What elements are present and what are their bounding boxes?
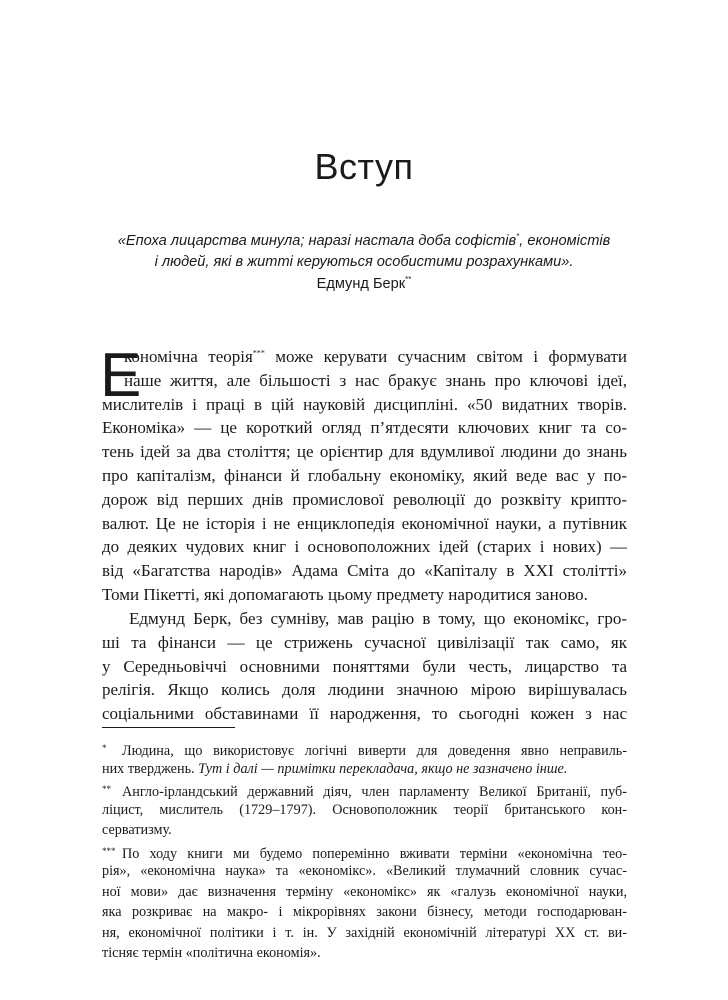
text-line: у Середньовіччі основними поняттями були честь, лицарство та [102,656,627,676]
text-line: Економіка» — це короткий огляд п’ятдесяти ключових книг та со- [102,418,627,438]
paragraph-2 [102,607,627,726]
footnote-2-cont: ліцист, мислитель (1729–1797). Основоположник теорії британського кон- [102,801,627,818]
drop-cap: Е [100,341,142,410]
text-line: Едмунд Берк, без сумніву, мав рацію в тому, що економікс, гро- [129,609,627,628]
epigraph-quote [100,231,628,273]
footnotes [102,738,627,964]
footnote-ref-1[interactable]: * [516,232,520,242]
footnote-3-cont: яка розкриває на макро- і мікрорівнях закони бізнесу, методи господарюван- [102,904,627,920]
footnote-2: ** Англо-ірландський державний діяч, член парламенту Великої Британії, пуб- [102,784,627,800]
text-line: дорож від перших днів промислової революції до розквіту крипто- [102,489,627,509]
paragraph-1 [100,341,627,607]
text-line: мислителів і праці в цій науковій дисципліні. «50 видатних творів. [102,394,627,414]
text-line: ші та фінанси — це стрижень сучасної цивілізації так само, як [102,632,627,652]
epigraph-line-2: і людей, які в житті керуються особистими розрахунками». [154,254,574,270]
footnote-2-cont: серватизму. [102,822,172,838]
text-line: Томи Пікетті, які допомагають цьому предмету народитися заново. [102,584,588,604]
footnote-1: * Людина, що використовує логічні виверти для доведення явно неправиль- [102,743,627,759]
text-line: кономічна теорія*** може керувати сучасним світом і формувати [124,347,627,366]
text-line: до деяких чудових книг і основоположних ідей (старих і нових) — [102,537,627,557]
text-line: наше життя, але більшості з нас бракує знань про ключові ідеї, [124,370,627,390]
footnote-3: *** По ходу книги ми будемо поперемінно вживати терміни «економічна тео- [102,845,627,861]
footnote-ref-2[interactable]: ** [405,275,412,285]
text-line: тень ідей за два століття; це орієнтир для вдумливої людини до знань [102,442,627,462]
epigraph-author: Едмунд Берк** [316,275,412,292]
text-line: про капіталізм, фінанси й глобальну економіку, який веде вас у по- [102,465,627,485]
footnote-3-cont: рія», «економічна наука» та «економікс». «Великий тлумачний словник сучас- [102,863,627,879]
text-line: від «Багатства народів» Адама Сміта до «Капіталу в XXI столітті» [102,561,627,581]
epigraph-line-1: «Епоха лицарства минула; наразі настала доба софістів*, економістів [117,232,611,249]
footnote-1-cont: них тверджень. Тут і далі — примітки перекладача, якщо не зазначено інше. [102,760,568,777]
footnote-divider [102,727,235,728]
chapter-title: Вступ [314,146,414,187]
text-line: релігія. Якщо колись доля людини значною мірою вирішувалась [102,680,627,700]
footnote-3-cont: тісняє термін «політична економія». [102,945,321,961]
text-line: валют. Це не історія і не енциклопедія економічної науки, а путівник [102,513,627,533]
footnote-ref-3[interactable]: *** [252,348,265,358]
footnote-3-cont: ня, економічної політики і т. ін. У західній економічній літературі XX ст. ви- [102,924,627,941]
text-line: соціальними обставинами її народження, то сьогодні кожен з нас [102,704,627,724]
footnote-3-cont: ної мови» дає визначення терміну «економікс» як «галузь економічної науки, [102,883,627,900]
